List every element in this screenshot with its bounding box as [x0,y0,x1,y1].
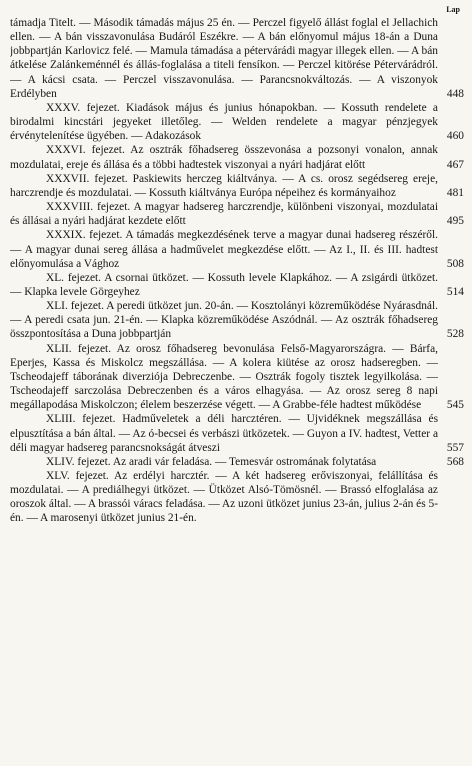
toc-entry-text: XXXVII. fejezet. Paskiewits herczeg kiáltványa. — A cs. orosz segédsereg ereje, harczrendje és mozdulatai. — Kossuth kiáltványa Európa népeihez és kormányaihoz [10,172,438,199]
toc-entry-text: XLIV. fejezet. Az aradi vár feladása. — Temesvár ostromának folytatása [46,455,377,468]
toc-entry-text: XL. fejezet. A csornai ütközet. — Kossuth levele Klapkához. — A zsigárdi ütközet. — Klapka levele Görgeyhez [10,271,438,298]
toc-page [10,4,464,526]
toc-entry-page: 514 [446,285,464,298]
toc-entry-text: XXXV. fejezet. Kiadások május és junius hónapokban. — Kossuth rendelete a birodalmi kincstári jegyeket illetőleg. — Welden rendelete a magyar pénzjegyek érvénytelenítése ügyében. — Adakozások [10,101,438,143]
toc-entry [10,455,464,469]
toc-entry-text: XXXIX. fejezet. A támadás megkezdésének terve a magyar dunai hadsereg részéről. — A magyar dunai sereg állása a hadművelet megkezdése előtt. — Az I., II. és III. hadtest előnyomulása a Vághoz [10,229,438,270]
toc-entry-page: 495 [446,215,464,228]
toc-entry-text: XLIII. fejezet. Hadműveletek a déli harcztéren. — Ujvidéknek megszállása és elpusztítása a bán által. — Az ó-becsei és verbászi ütközetek. — Guyon a IV. hadtest, Vetter a déli magyar hadsereg parancsnokságát átveszi [10,413,438,454]
toc-entry-page: 545 [446,399,464,412]
toc-entry-page: 467 [446,158,464,171]
toc-entry-page: 448 [446,87,464,100]
toc-entry-text: XLII. fejezet. Az orosz főhadsereg bevonulása Felső-Magyarországra. — Bárfa, Eperjes, Kassa és Miskolcz megszállása. — A kolera kiütése az orosz hadseregben. — Tscheodajeff táborának diverziója Debreczenbe. — Osztrák fogoly tisztek legyilkolása. — Tscheodajeff sarczolása Debreczenben és a város elhagyása. — Az orosz sereg 8 napi megállapodása Miskolczon; élelem beszerzése végett. — A Grabbe-féle hadtest működése [10,342,438,412]
toc-entry-page: 528 [446,328,464,341]
toc-entry-page: 557 [446,441,464,454]
toc-entry-text: támadja Titelt. — Második támadás május 25 én. — Perczel figyelő állást foglal el Jellachich ellen. — A bán visszavonulása Budáról Eszékre. — A bán előnyomul május 18-án a Duna jobbpartján Karlovicz felé. — Mamula támadása a pétervárádi magyar illegek ellen. — A bán átkelése Zalánkeménnél és állás-foglalása a titeli fensíkon. — Perczel kitörése Pétervárádról. — A kácsi csata. — Perczel visszavonulása. — Parancsnokváltozás. — A viszonyok Erdélyben [10,17,438,100]
toc-entry [10,200,464,228]
toc-entry-page: 460 [446,130,464,143]
toc-entry-page: 568 [446,455,464,468]
toc-entry-page: 481 [446,186,464,199]
toc-entry [10,16,464,101]
header-label: Lap [446,5,460,14]
toc-entry [10,299,464,341]
toc-entry-text: XLI. fejezet. A peredi ütközet jun. 20-án. — Kosztolányi közreműködése Nyárasdnál. — A peredi csata jun. 21-én. — Klapka közreműködése Aszódnál. — Az osztrák főhadsereg összpontosítása a Duna jobbpartján [10,300,438,341]
toc-entry [10,342,464,413]
toc-entry-text: XXXVIII. fejezet. A magyar hadsereg harczrendje, különbeni viszonyai, mozdulatai és állásai a nyári hadjárat kezdete előtt [10,201,438,228]
toc-entry [10,469,464,526]
header-spacer [10,4,464,16]
toc-entry [10,412,464,454]
toc-entry-page: 508 [446,257,464,270]
toc-entry [10,228,464,270]
toc-entry [10,172,464,200]
toc-entry [10,143,464,171]
toc-entry-text: XXXVI. fejezet. Az osztrák főhadsereg összevonása a pozsonyi vonalon, annak mozdulatai, ereje és állása és a többi hadtestek viszonyai a nyári hadjárat előtt [10,144,438,171]
toc-entry [10,101,464,143]
toc-entry-text: XLV. fejezet. Az erdélyi harcztér. — A két hadsereg erőviszonyai, felállítása és mozdulatai. — A prediálhegyi ütközet. — Ütközet Alsó-Tömösnél. — Brassó elfoglalása az oroszok által. — A brassói váracs feladása. — Az uzoni ütközet junius 23-án, julius 2-án és 5-én. — A marosenyi ütközet junius 21-én. [10,470,438,525]
toc-entry [10,271,464,299]
